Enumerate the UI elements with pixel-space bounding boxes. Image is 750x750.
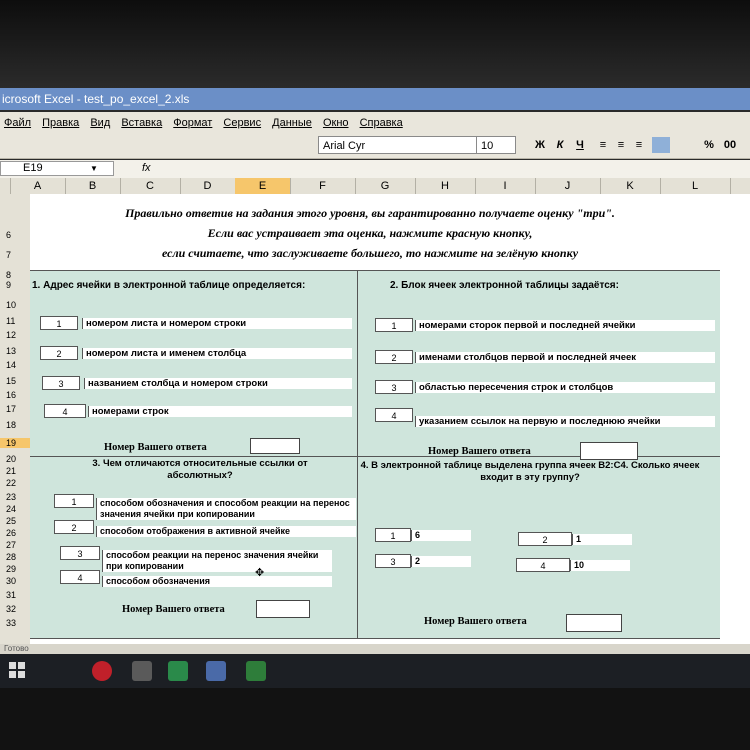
menu-window[interactable]: Окно — [322, 117, 349, 129]
row-header[interactable]: 22 — [6, 478, 17, 488]
option-number: 1 — [40, 316, 78, 330]
col-header[interactable]: I — [475, 178, 536, 194]
col-header[interactable]: F — [290, 178, 356, 194]
row-header[interactable]: 16 — [6, 390, 17, 400]
option-number: 2 — [40, 346, 78, 360]
option-number: 1 — [375, 318, 413, 332]
answer-label: Номер Вашего ответа — [104, 442, 207, 453]
q2-answer-input[interactable] — [580, 442, 638, 460]
q3-answer-input[interactable] — [256, 600, 310, 618]
col-header[interactable]: B — [65, 178, 121, 194]
col-header[interactable]: C — [120, 178, 181, 194]
row-header[interactable]: 27 — [6, 540, 17, 550]
menu-file[interactable]: Файл — [4, 117, 32, 129]
col-header[interactable]: D — [180, 178, 236, 194]
col-header[interactable]: G — [355, 178, 416, 194]
q1-option-4[interactable]: номерами строк — [88, 406, 352, 417]
taskbar — [0, 654, 750, 688]
row-header[interactable]: 32 — [6, 604, 17, 614]
align-left-icon[interactable]: ≡ — [599, 139, 607, 151]
col-header[interactable]: A — [10, 178, 66, 194]
cell-ref: E19 — [23, 162, 43, 174]
row-header[interactable]: 31 — [6, 590, 17, 600]
q1-answer-input[interactable] — [250, 438, 300, 454]
menu-data[interactable]: Данные — [272, 117, 312, 129]
question-1-title: 1. Адрес ячейки в электронной таблице определяется: — [32, 280, 306, 291]
worksheet — [30, 194, 750, 654]
q4-option-2[interactable]: 1 — [572, 534, 632, 545]
merge-center-icon[interactable] — [652, 137, 670, 153]
q4-answer-input[interactable] — [566, 614, 622, 632]
row-header[interactable]: 29 — [6, 564, 17, 574]
intro-line: Правильно ответив на задания этого уровня, вы гарантированно получаете оценку "три". — [125, 206, 615, 220]
col-header[interactable]: H — [415, 178, 476, 194]
monitor-bezel-bottom — [0, 688, 750, 750]
answer-label: Номер Вашего ответа — [424, 616, 527, 627]
option-number: 4 — [516, 558, 570, 572]
row-header[interactable]: 33 — [6, 618, 17, 628]
taskbar-app-icon[interactable] — [168, 661, 188, 681]
row-header[interactable]: 17 — [6, 404, 17, 414]
row-header[interactable]: 6 — [6, 230, 12, 240]
row-header[interactable]: 9 — [6, 280, 12, 290]
answer-label: Номер Вашего ответа — [428, 446, 531, 457]
menu-format[interactable]: Формат — [173, 117, 213, 129]
formatting-toolbar — [0, 134, 750, 159]
question-3-title: 3. Чем отличаются относительные ссылки от абсолютных? — [92, 458, 308, 481]
menu-tools[interactable]: Сервис — [223, 117, 262, 129]
q1-option-3[interactable]: названием столбца и номером строки — [84, 378, 352, 389]
row-header[interactable]: 21 — [6, 466, 17, 476]
divider — [30, 638, 720, 639]
menu-insert[interactable]: Вставка — [121, 117, 163, 129]
align-center-icon[interactable]: ≡ — [617, 139, 625, 151]
divider — [357, 270, 358, 638]
option-number: 2 — [375, 350, 413, 364]
option-number: 2 — [518, 532, 572, 546]
intro-line: Если вас устраивает эта оценка, нажмите красную кнопку, — [207, 226, 533, 240]
row-header[interactable]: 24 — [6, 504, 17, 514]
q2-option-3[interactable]: областью пересечения строк и столбцов — [415, 382, 715, 393]
row-header[interactable]: 30 — [6, 576, 17, 586]
row-header-selected[interactable]: 19 — [0, 438, 30, 448]
row-header[interactable]: 11 — [6, 316, 16, 326]
option-number: 3 — [375, 554, 411, 568]
q3-option-3[interactable]: способом реакции на перенос значения ячейки при копировании — [102, 550, 332, 572]
chevron-down-icon[interactable]: ▼ — [90, 164, 98, 173]
q4-option-4[interactable]: 10 — [570, 560, 630, 571]
q3-option-1[interactable]: способом обозначения и способом реакции на перенос значения ячейки при копировании — [96, 498, 356, 520]
q2-option-2[interactable]: именами столбцов первой и последней ячеек — [415, 352, 715, 363]
row-header[interactable]: 20 — [6, 454, 17, 464]
col-header[interactable]: L — [660, 178, 731, 194]
row-header[interactable]: 13 — [6, 346, 17, 356]
intro-line: если считаете, что заслуживаете большего, то нажмите на зелёную кнопку — [161, 246, 579, 260]
question-2-title: 2. Блок ячеек электронной таблицы задаётся: — [390, 280, 619, 291]
q1-option-1[interactable]: номером листа и номером строки — [82, 318, 352, 329]
font-name-select[interactable]: Arial Cyr — [318, 136, 478, 154]
option-number: 3 — [42, 376, 80, 390]
option-number: 2 — [54, 520, 94, 534]
row-header[interactable]: 14 — [6, 360, 17, 370]
col-header-selected[interactable]: E — [235, 178, 291, 194]
row-header[interactable]: 18 — [6, 420, 17, 430]
decimal-button[interactable]: 00 — [723, 139, 737, 151]
q2-option-4[interactable]: указанием ссылок на первую и последнюю ячейки — [415, 416, 715, 427]
option-number: 1 — [375, 528, 411, 542]
col-header[interactable]: K — [600, 178, 661, 194]
row-header[interactable]: 26 — [6, 528, 17, 538]
row-header[interactable]: 8 — [6, 270, 12, 280]
q4-option-3[interactable]: 2 — [411, 556, 471, 567]
row-header[interactable]: 15 — [6, 376, 17, 386]
question-4-title: 4. В электронной таблице выделена группа ячеек B2:C4. Сколько ячеек входит в эту группу? — [360, 460, 700, 483]
menu-bar — [0, 112, 750, 134]
monitor-bezel-top — [0, 0, 750, 88]
column-headers — [0, 178, 750, 195]
status-bar: Готово — [0, 644, 750, 654]
formula-bar — [0, 160, 750, 179]
row-header[interactable]: 10 — [6, 300, 17, 310]
row-header[interactable]: 25 — [6, 516, 17, 526]
taskbar-app-icon[interactable] — [132, 661, 152, 681]
q3-option-4[interactable]: способом обозначения — [102, 576, 332, 587]
fx-icon[interactable]: fx — [142, 162, 151, 174]
menu-edit[interactable]: Правка — [42, 117, 80, 129]
option-number: 4 — [375, 408, 413, 422]
q3-option-2[interactable]: способом отображения в активной ячейке — [96, 526, 356, 537]
q2-option-1[interactable]: номерами сторок первой и последней ячейки — [415, 320, 715, 331]
q1-option-2[interactable]: номером листа и именем столбца — [82, 348, 352, 359]
row-header[interactable]: 7 — [6, 250, 12, 260]
opera-icon[interactable] — [92, 661, 112, 681]
option-number: 3 — [60, 546, 100, 560]
italic-button[interactable]: К — [556, 139, 564, 151]
col-header[interactable]: J — [535, 178, 601, 194]
row-header[interactable]: 23 — [6, 492, 17, 502]
bold-button[interactable]: Ж — [535, 139, 545, 151]
option-number: 3 — [375, 380, 413, 394]
row-header[interactable]: 28 — [6, 552, 17, 562]
option-number: 4 — [60, 570, 100, 584]
font-size-select[interactable]: 10 — [476, 136, 516, 154]
row-header[interactable]: 12 — [6, 330, 17, 340]
answer-label: Номер Вашего ответа — [122, 604, 225, 615]
cursor-icon: ✥ — [255, 567, 265, 579]
windows-start-icon[interactable] — [8, 661, 28, 681]
menu-help[interactable]: Справка — [359, 117, 403, 129]
option-number: 4 — [44, 404, 86, 418]
option-number: 1 — [54, 494, 94, 508]
underline-button[interactable]: Ч — [576, 139, 584, 151]
align-right-icon[interactable]: ≡ — [635, 139, 643, 151]
row-headers — [0, 194, 30, 654]
menu-view[interactable]: Вид — [90, 117, 111, 129]
taskbar-app-icon[interactable] — [206, 661, 226, 681]
percent-button[interactable]: % — [704, 139, 714, 151]
divider — [30, 270, 720, 271]
excel-icon[interactable] — [246, 661, 266, 681]
window-title: icrosoft Excel - test_po_excel_2.xls — [0, 88, 750, 110]
q4-option-1[interactable]: 6 — [411, 530, 471, 541]
